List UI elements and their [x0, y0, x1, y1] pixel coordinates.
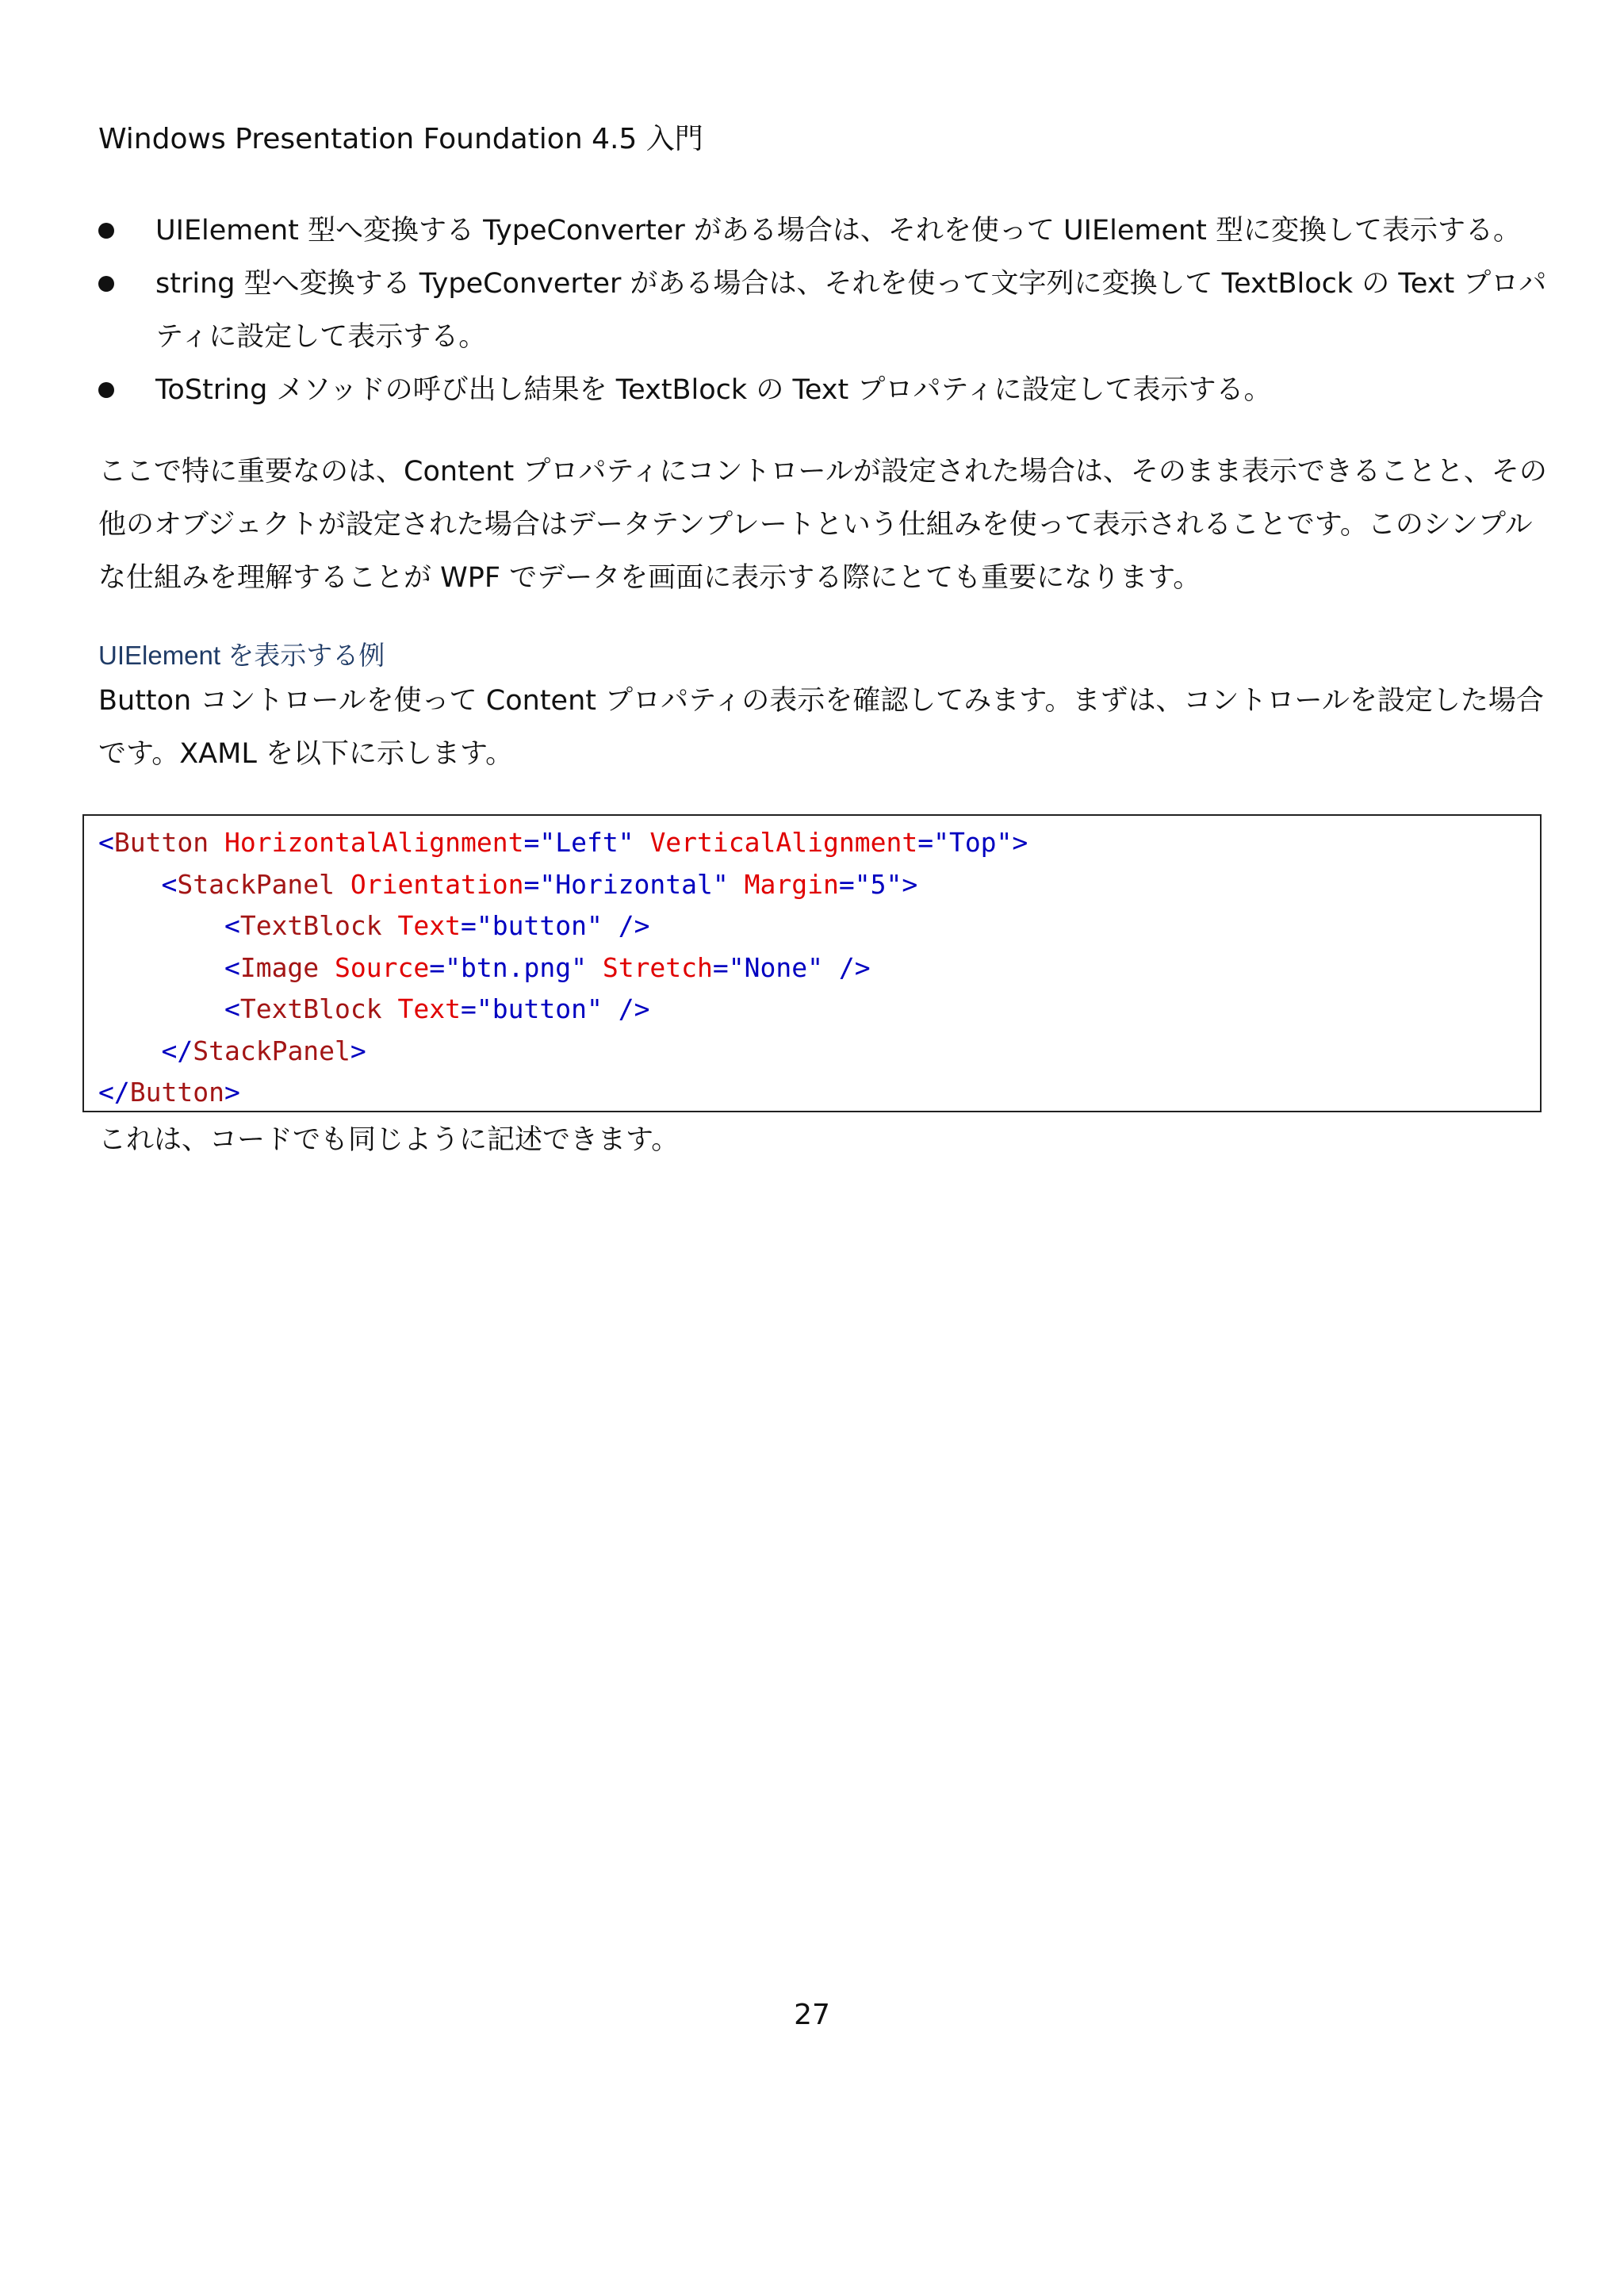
code-attr-name: Orientation	[350, 868, 524, 900]
code-indent	[98, 869, 161, 900]
code-tag-name: Button	[129, 1077, 224, 1108]
code-tag-name: Image	[239, 951, 320, 983]
list-item	[98, 205, 1526, 258]
code-attr-value: "5"	[854, 868, 902, 900]
code-indent	[98, 993, 224, 1024]
code-attr-value: "None"	[728, 951, 823, 983]
bullet-text: UIElement 型へ変換する TypeConverter がある場合は、それを使って UIElement 型に変換して表示する。	[155, 215, 1522, 247]
code-line: <Button HorizontalAlignment="Left" VerticalAlignment="Top">	[98, 827, 1028, 858]
code-line: <Image Source="btn.png" Stretch="None" />	[84, 947, 1540, 989]
bullet-text: ToString メソッドの呼び出し結果を TextBlock の Text プロパティに設定して表示する。	[155, 374, 1272, 406]
code-bracket: <	[224, 910, 240, 941]
code-attr-name: Text	[397, 910, 461, 941]
list-item	[98, 364, 1526, 417]
code-bracket: <	[161, 868, 178, 900]
code-attr-name: VerticalAlignment	[649, 827, 918, 858]
code-attr-value: "Left"	[539, 827, 634, 858]
list-item	[98, 258, 1547, 364]
paragraph-line: Button コントロールを使って Content プロパティの表示を確認してみます。まずは、コントロールを設定した場合	[98, 685, 1544, 717]
code-line	[84, 1031, 1540, 1073]
bullet-text: string 型へ変換する TypeConverter がある場合は、それを使って文字列に変換して TextBlock の Text プロパ	[155, 268, 1547, 300]
code-bracket: >	[350, 1035, 366, 1066]
paragraph-line: 他のオブジェクトが設定された場合はデータテンプレートという仕組みを使って表示されることです。このシンプル	[98, 509, 1533, 541]
code-attr-value: "Top"	[933, 827, 1013, 858]
code-indent	[98, 952, 224, 983]
paragraph-line: ここで特に重要なのは、Content プロパティにコントロールが設定された場合は、そのまま表示できることと、その	[98, 456, 1547, 488]
code-attr-name: Text	[397, 993, 461, 1024]
code-bracket: />	[602, 910, 650, 941]
code-line: <StackPanel Orientation="Horizontal" Margin="5">	[84, 864, 1540, 906]
code-attr-value: "Horizontal"	[539, 868, 729, 900]
code-bracket: >	[1012, 827, 1028, 858]
body-paragraph	[98, 446, 1547, 605]
code-block	[82, 814, 1542, 1112]
code-line	[84, 1072, 1540, 1114]
bullet-icon	[98, 382, 114, 398]
code-bracket: >	[902, 868, 918, 900]
code-bracket: </	[161, 1035, 193, 1066]
section-heading: UIElement を表示する例	[98, 641, 385, 670]
code-indent	[98, 910, 224, 941]
page-number: 27	[794, 1999, 830, 2031]
code-attr-name: HorizontalAlignment	[224, 827, 524, 858]
body-paragraph	[98, 675, 1542, 781]
code-attr-name: Source	[335, 951, 430, 983]
code-tag-name: StackPanel	[193, 1035, 350, 1066]
code-tag-name: StackPanel	[177, 868, 335, 900]
paragraph-line: な仕組みを理解することが WPF でデータを画面に表示する際にとても重要になります。	[98, 562, 1201, 594]
bullet-text: ティに設定して表示する。	[155, 321, 487, 353]
code-tag-name: Button	[113, 827, 209, 858]
code-bracket: </	[98, 1077, 130, 1108]
code-attr-value: "button"	[476, 910, 603, 941]
code-bracket: <	[224, 951, 240, 983]
code-tag-name: TextBlock	[239, 993, 382, 1024]
code-bracket: >	[224, 1077, 240, 1108]
code-line: <TextBlock Text="button" />	[84, 989, 1540, 1031]
code-line: <TextBlock Text="button" />	[84, 905, 1540, 947]
code-bracket: />	[602, 993, 650, 1024]
bullet-list	[98, 205, 1547, 417]
code-attr-name: Stretch	[602, 951, 713, 983]
code-attr-name: Margin	[744, 868, 839, 900]
code-bracket: />	[823, 951, 871, 983]
running-header: Windows Presentation Foundation 4.5 入門	[98, 123, 703, 155]
paragraph-line: これは、コードでも同じように記述できます。	[98, 1124, 680, 1156]
code-attr-value: "btn.png"	[445, 951, 587, 983]
code-attr-value: "button"	[476, 993, 603, 1024]
code-bracket: <	[224, 993, 240, 1024]
bullet-icon	[98, 276, 114, 292]
bullet-icon	[98, 223, 114, 239]
body-paragraph	[98, 1114, 1542, 1167]
code-bracket: <	[98, 827, 114, 858]
paragraph-line: です。XAML を以下に示します。	[98, 738, 514, 770]
code-indent	[98, 1035, 161, 1066]
code-tag-name: TextBlock	[239, 910, 382, 941]
